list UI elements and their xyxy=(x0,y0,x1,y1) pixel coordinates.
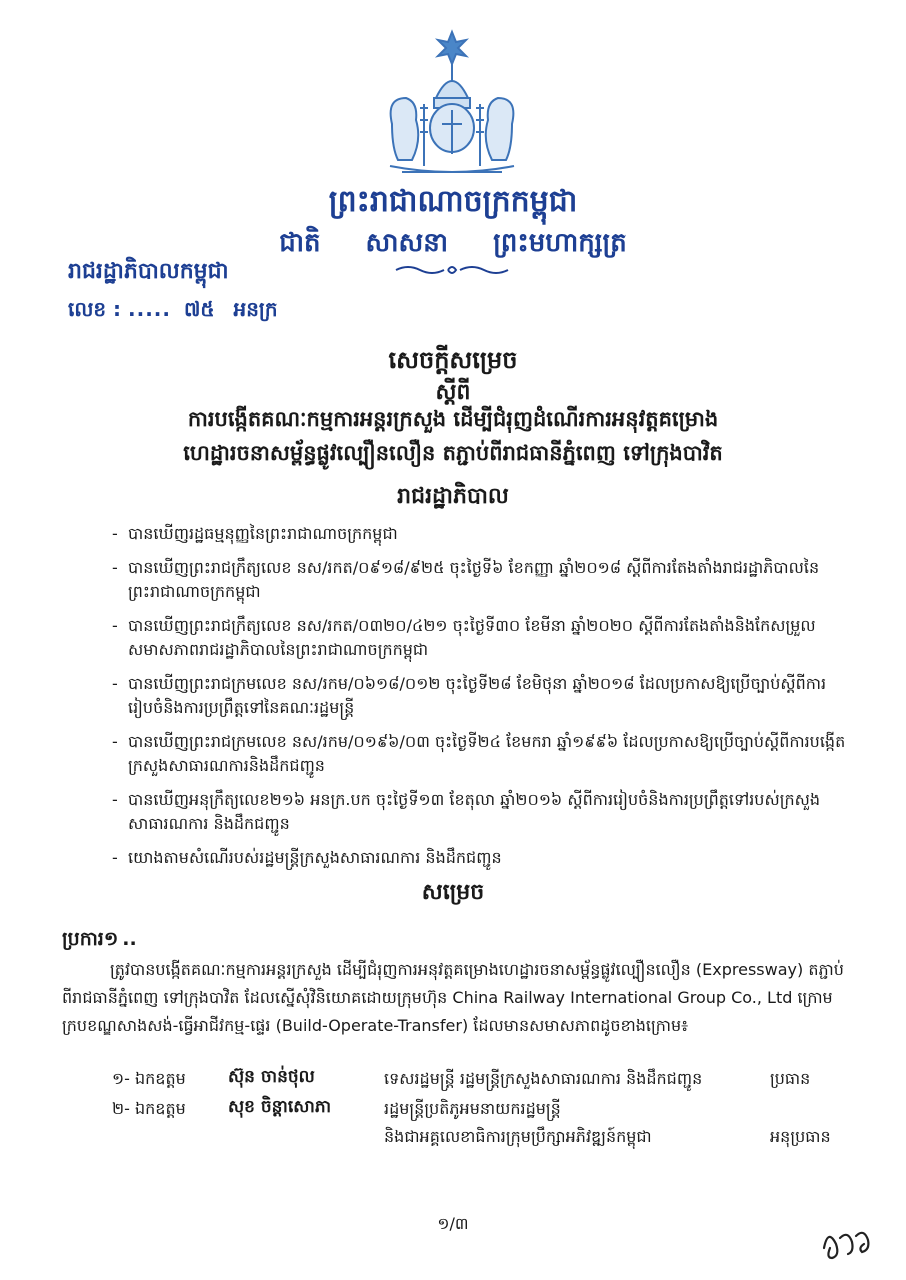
kingdom-name: ព្រះរាជាណាចក្រកម្ពុជា xyxy=(328,184,578,219)
list-item: - បានឃើញរដ្ឋធម្មនុញ្ញនៃព្រះរាជាណាចក្រកម្ពុជា xyxy=(112,524,398,543)
subject-line-1: ការបង្កើតគណៈកម្មការអន្តរក្រសួង ដើម្បីជំរុញដំណើរការអនុវត្តគម្រោង xyxy=(187,407,719,431)
motto-religion: សាសនា xyxy=(365,228,449,258)
reference-value: ៧៥ xyxy=(183,297,215,321)
signature-initials-icon xyxy=(818,1218,878,1264)
reference-dots: ..... xyxy=(128,297,172,321)
member-name: ស៊ុន ចាន់ថុល xyxy=(228,1067,315,1087)
issuer-heading: រាជរដ្ឋាភិបាល xyxy=(397,484,509,509)
list-item: - បានឃើញអនុក្រឹត្យលេខ២១៦ អនក្រ.បក ចុះថ្ងៃទី១៣ ខែតុលា ឆ្នាំ២០១៦ ស្តីពីការរៀបចំនិងការប្រព្រឹត្តទៅរបស់ក្រសួងសាធារណការ និងដឹកជញ្ជូន xyxy=(112,790,820,833)
member-role-continued: និងជាអគ្គលេខាធិការក្រុមប្រឹក្សាអភិវឌ្ឍន៍កម្ពុជា xyxy=(384,1127,652,1146)
royal-emblem-icon xyxy=(372,28,532,178)
reference-label: លេខ : xyxy=(68,297,122,321)
member-role: រដ្ឋមន្ត្រីប្រតិភូអមនាយករដ្ឋមន្ត្រី xyxy=(384,1099,561,1118)
list-item: - បានឃើញព្រះរាជក្រមលេខ នស/រកម/០៦១៨/០១២ ចុះថ្ងៃទី២៨ ខែមិថុនា ឆ្នាំ២០១៨ ដែលប្រកាសឱ្យប្រើច្បាប់ស្តីពីការរៀបចំនិងការប្រព្រឹត្តទៅនៃគណៈរដ្ឋមន្ត្រី xyxy=(112,674,827,717)
reference-suffix: អនក្រ xyxy=(233,297,278,321)
member-role: ទេសរដ្ឋមន្ត្រី រដ្ឋមន្ត្រីក្រសួងសាធារណការ និងដឹកជញ្ជូន xyxy=(384,1069,703,1088)
list-item: - យោងតាមសំណើរបស់រដ្ឋមន្ត្រីក្រសួងសាធារណការ និងដឹកជញ្ជូន xyxy=(112,848,502,867)
member-number: ១- ឯកឧត្តម xyxy=(112,1069,186,1088)
decision-heading: សម្រេច xyxy=(421,880,485,905)
article-text: ត្រូវបានបង្កើតគណៈកម្មការអន្តរក្រសួង ដើម្បីជំរុញការអនុវត្តគម្រោងហេដ្ឋារចនាសម្ព័ន្ធផ្លូវល្បឿនលឿន (Expressway) តភ្ជាប់ពីរាជធានីភ្នំពេញ ទៅក្រុងបាវិត ដែលស្នើសុំវិនិយោគដោយក្រុមហ៊ុន China Railway International Group Co., Ltd ក្រោមក្របខណ្ឌសាងសង់-ធ្វើអាជីវកម្ម-ផ្ទេរ (Build-Operate-Transfer) ដែលមានសមាសភាពដូចខាងក្រោម៖ xyxy=(62,960,844,1035)
government-name: រាជរដ្ឋាភិបាលកម្ពុជា xyxy=(68,259,229,284)
title-on: ស្តីពី xyxy=(435,380,471,405)
member-position: អនុប្រធាន xyxy=(770,1127,831,1146)
member-name: សុខ ចិន្តាសោភា xyxy=(228,1097,332,1117)
subject-line-2: ហេដ្ឋារចនាសម្ព័ន្ធផ្លូវល្បឿនលឿន តភ្ជាប់ពីរាជធានីភ្នំពេញ ទៅក្រុងបាវិត xyxy=(183,441,723,465)
list-item: - បានឃើញព្រះរាជក្រឹត្យលេខ នស/រកត/០៣២០/៤២១ ចុះថ្ងៃទី៣០ ខែមីនា ឆ្នាំ២០២០ ស្តីពីការតែងតាំងនិងកែសម្រួលសមាសភាពរាជរដ្ឋាភិបាលនៃព្រះរាជាណាចក្រកម្ពុជា xyxy=(112,616,816,659)
member-number: ២- ឯកឧត្តម xyxy=(112,1099,186,1118)
member-position: ប្រធាន xyxy=(770,1069,811,1088)
motto-king: ព្រះមហាក្សត្រ xyxy=(493,228,627,258)
motto-nation: ជាតិ xyxy=(279,228,321,258)
document-title: សេចក្តីសម្រេច xyxy=(388,346,518,374)
article-label: ប្រការ១ .. xyxy=(62,928,137,950)
ornament-divider-icon xyxy=(392,262,512,278)
list-item: - បានឃើញព្រះរាជក្រមលេខ នស/រកម/០១៩៦/០៣ ចុះថ្ងៃទី២៤ ខែមករា ឆ្នាំ១៩៩៦ ដែលប្រកាសឱ្យប្រើច្បាប់ស្តីពីការបង្កើតក្រសួងសាធារណការនិងដឹកជញ្ជូន xyxy=(112,732,846,775)
list-item: - បានឃើញព្រះរាជក្រឹត្យលេខ នស/រកត/០៩១៨/៩២៥ ចុះថ្ងៃទី៦ ខែកញ្ញា ឆ្នាំ២០១៨ ស្តីពីការតែងតាំងរាជរដ្ឋាភិបាលនៃព្រះរាជាណាចក្រកម្ពុជា xyxy=(112,558,820,601)
reference-number xyxy=(68,296,278,326)
page-number: ១/៣ xyxy=(437,1214,469,1233)
considerations-list xyxy=(112,522,852,880)
